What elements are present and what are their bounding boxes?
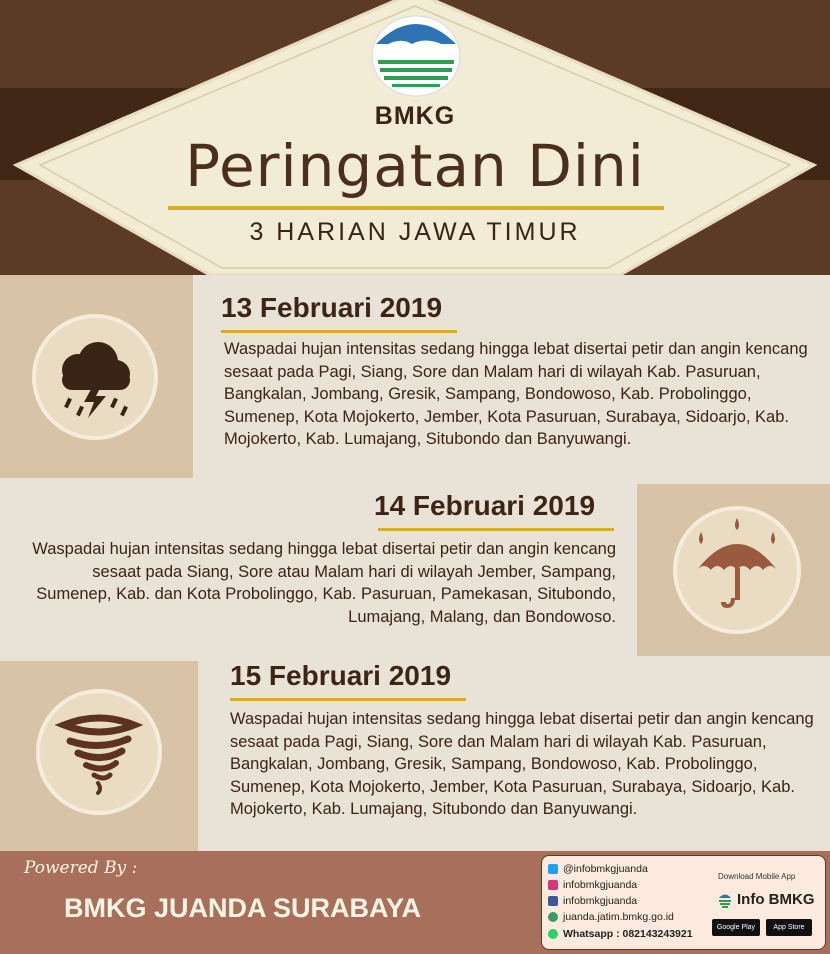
contact-web-text: juanda.jatim.bmkg.go.id xyxy=(563,911,674,923)
instagram-icon xyxy=(548,880,558,890)
brand-name: BMKG xyxy=(374,102,456,130)
date-underline-2 xyxy=(378,528,614,531)
warning-date-1: 13 Februari 2019 xyxy=(221,292,443,323)
bmkg-logo-icon xyxy=(368,14,464,98)
warning-text-3: Waspadai hujan intensitas sedang hingga lebat disertai petir dan angin kencang sesaat pada Pagi, Siang, Sore dan Malam hari di wilayah Kab. Pasuruan, Bangkalan, Jombang, Gresik, Sampang, Bondowoso, Kab. Probolinggo, Sumenep, Kota Mojokerto, Jember, Kota Pasuruan, Surabaya, Sidoarjo, Kab. Mojokerto, Kab. Lumajang, Situbondo dan Banyuwangi. xyxy=(230,710,814,818)
warning-icon-circle-3 xyxy=(36,689,162,815)
warning-icon-panel-2 xyxy=(637,484,830,656)
download-label: Download Mobile App xyxy=(718,872,796,881)
tornado-icon xyxy=(40,693,158,811)
warning-text-2: Waspadai hujan intensitas sedang hingga lebat disertai petir dan angin kencang sesaat pada Siang, Sore atau Malam hari di wilayah Jember, Sampang, Sumenep, Kab. dan Kota Probolinggo, Kab. Pasuruan, Pamekasan, Situbondo, Lumajang, Malang, dan Bondowoso. xyxy=(32,540,616,626)
date-underline-3 xyxy=(230,698,466,701)
contact-facebook-text: infobmkgjuanda xyxy=(563,895,638,907)
warning-icon-circle-2 xyxy=(673,506,801,634)
umbrella-rain-icon xyxy=(677,510,797,630)
contact-twitter-text: @infobmkgjuanda xyxy=(563,863,648,875)
contact-card xyxy=(541,855,826,950)
web-icon xyxy=(548,912,558,922)
contact-instagram-text: infobmkgjuanda xyxy=(563,879,638,891)
facebook-icon xyxy=(548,896,558,906)
warning-icon-panel-3 xyxy=(0,661,198,851)
contact-twitter[interactable] xyxy=(548,863,648,875)
warning-date-3: 15 Februari 2019 xyxy=(230,660,452,691)
warning-date-2: 14 Februari 2019 xyxy=(374,490,596,521)
google-play-badge[interactable]: Google Play xyxy=(712,919,760,936)
header-banner xyxy=(0,0,830,275)
powered-by-label: Powered By : xyxy=(24,858,138,878)
info-bmkg-app-icon xyxy=(718,891,732,909)
contact-whatsapp-text: Whatsapp : 082143243921 xyxy=(563,928,693,940)
contact-web[interactable] xyxy=(548,911,674,923)
whatsapp-icon xyxy=(548,929,558,939)
warning-text-1: Waspadai hujan intensitas sedang hingga lebat disertai petir dan angin kencang sesaat pada Pagi, Siang, Sore dan Malam hari di wilayah Kab. Pasuruan, Bangkalan, Jombang, Gresik, Sampang, Bondowoso, Kab. Probolinggo, Sumenep, Kota Mojokerto, Jember, Kota Pasuruan, Surabaya, Sidoarjo, Kab. Mojokerto, Kab. Lumajang, Situbondo dan Banyuwangi. xyxy=(224,340,808,448)
contact-facebook[interactable] xyxy=(548,895,637,907)
contact-instagram[interactable] xyxy=(548,879,637,891)
warning-icon-panel-1 xyxy=(0,275,193,478)
app-name: Info BMKG xyxy=(737,891,815,908)
page-title: Peringatan Dini xyxy=(185,132,645,200)
warning-icon-circle-1 xyxy=(32,314,158,440)
contact-whatsapp[interactable] xyxy=(548,928,693,940)
twitter-icon xyxy=(548,864,558,874)
title-underline xyxy=(168,206,664,210)
page-subtitle: 3 HARIAN JAWA TIMUR xyxy=(249,218,581,246)
station-name: BMKG JUANDA SURABAYA xyxy=(64,893,422,923)
date-underline-1 xyxy=(221,330,457,333)
app-store-badge[interactable]: App Store xyxy=(766,919,812,936)
thunderstorm-cloud-icon xyxy=(36,318,154,436)
